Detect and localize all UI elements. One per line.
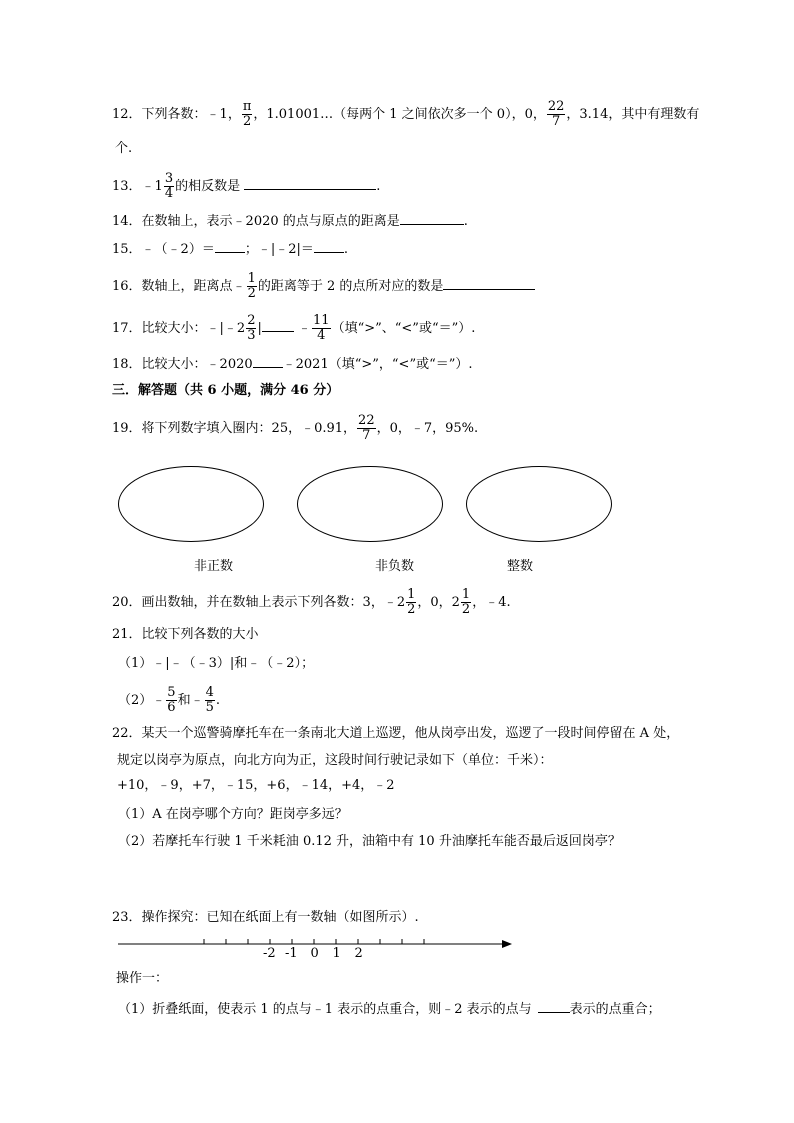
operation-one-title: 操作一： — [116, 971, 169, 986]
oval-integer[interactable] — [466, 466, 612, 542]
question-14: 14．在数轴上，表示﹣2020 的点与原点的距离是 . — [112, 214, 468, 229]
question-22-record: +10，﹣9，+7，﹣15，+6，﹣14，+4，﹣2 — [117, 778, 395, 793]
arrow-right-icon — [502, 940, 512, 948]
axis-label: 1 — [332, 946, 341, 961]
axis-label: 2 — [354, 946, 363, 961]
question-21-part-1: （1）﹣|﹣（﹣3）|和﹣（﹣2）； — [118, 656, 315, 671]
fraction-1-over-2: $\frac{1}{2}$ — [461, 587, 471, 617]
fraction-1-over-2: $\frac{1}{2}$ — [247, 271, 256, 301]
oval-label-non-positive: 非正数 — [194, 559, 234, 574]
question-15: 15．﹣（﹣2）＝ ；﹣|﹣2|＝ . — [112, 242, 348, 257]
axis-label: -1 — [285, 946, 298, 961]
question-22: 22．某天一个巡警骑摩托车在一条南北大道上巡逻，他从岗亭出发，巡逻了一段时间停留在 A 处， — [112, 726, 680, 741]
answer-blank[interactable] — [400, 212, 464, 225]
answer-blank[interactable] — [244, 177, 376, 190]
answer-blank[interactable] — [443, 277, 535, 290]
question-13: 13．﹣1 $\frac{3}{4}$ 的相反数是 . — [112, 171, 381, 201]
answer-blank[interactable] — [314, 240, 344, 253]
fraction-11-over-4: $\frac{11}{4}$ — [313, 313, 330, 343]
answer-blank[interactable] — [215, 240, 245, 253]
axis-label: -2 — [263, 946, 276, 961]
question-12-cont: 个. — [115, 141, 133, 156]
question-23: 23．操作探究：已知在纸面上有一数轴（如图所示）. — [112, 910, 419, 925]
question-19: 19．将下列数字填入圈内：25，﹣0.91， $\frac{22}{7}$ ，0，﹣7，95%. — [112, 413, 479, 443]
fraction-5-over-6: $\frac{5}{6}$ — [167, 685, 176, 715]
oval-label-integer: 整数 — [507, 559, 534, 574]
question-21-part-2: （2）﹣ $\frac{5}{6}$ 和﹣ $\frac{4}{5}$ . — [118, 685, 220, 715]
question-22-line-2: 规定以岗亭为原点，向北方向为正，这段时间行驶记录如下（单位：千米）： — [117, 753, 553, 768]
question-17: 17．比较大小：﹣|﹣2 $\frac{2}{3}$ | ﹣ $\frac{11}{4}$ （填“>”、“<”或“＝”）. — [112, 313, 476, 343]
fraction-pi-over-2: $\frac{\pi}{2}$ — [242, 99, 252, 129]
oval-label-non-negative: 非负数 — [375, 559, 415, 574]
fraction-2-over-3: $\frac{2}{3}$ — [247, 313, 256, 343]
answer-blank[interactable] — [538, 1000, 570, 1013]
question-22-part-2: （2）若摩托车行驶 1 千米耗油 0.12 升，油箱中有 10 升油摩托车能否最后返回岗亭？ — [118, 834, 621, 849]
question-20: 20．画出数轴，并在数轴上表示下列各数：3，﹣2 $\frac{1}{2}$ ，0，2 $\frac{1}{2}$ ，﹣4. — [112, 587, 511, 617]
fraction-3-over-4: $\frac{3}{4}$ — [164, 171, 174, 201]
question-22-part-1: （1）A 在岗亭哪个方向？距岗亭多远？ — [118, 807, 348, 822]
fraction-22-over-7: $\frac{22}{7}$ — [547, 99, 565, 129]
oval-non-negative[interactable] — [297, 466, 443, 542]
answer-blank[interactable] — [262, 319, 294, 332]
section-title: 三．解答题（共 6 小题，满分 46 分） — [112, 383, 340, 398]
question-12: 12．下列各数：﹣1， $\frac{\pi}{2}$ ，1.01001…（每两个 1 之间依次多一个 0），0， $\frac{22}{7}$ ，3.14，其中有理数有 — [112, 99, 700, 129]
axis-label: 0 — [310, 946, 319, 961]
fraction-22-over-7: $\frac{22}{7}$ — [358, 413, 375, 443]
fraction-1-over-2: $\frac{1}{2}$ — [407, 587, 416, 617]
question-16: 16．数轴上，距离点﹣ $\frac{1}{2}$ 的距离等于 2 的点所对应的数是 — [112, 272, 535, 301]
oval-non-positive[interactable] — [118, 466, 264, 542]
fraction-4-over-5: $\frac{4}{5}$ — [205, 685, 214, 715]
question-18: 18．比较大小：﹣2020 ﹣2021（填“>”，“<”或“＝”）. — [112, 357, 473, 372]
question-number: 12． — [112, 107, 142, 122]
answer-blank[interactable] — [253, 355, 283, 368]
question-21: 21．比较下列各数的大小 — [112, 627, 259, 642]
question-23-part-1: （1）折叠纸面，使表示 1 的点与﹣1 表示的点重合，则﹣2 表示的点与 表示的点重合； — [118, 1002, 661, 1017]
